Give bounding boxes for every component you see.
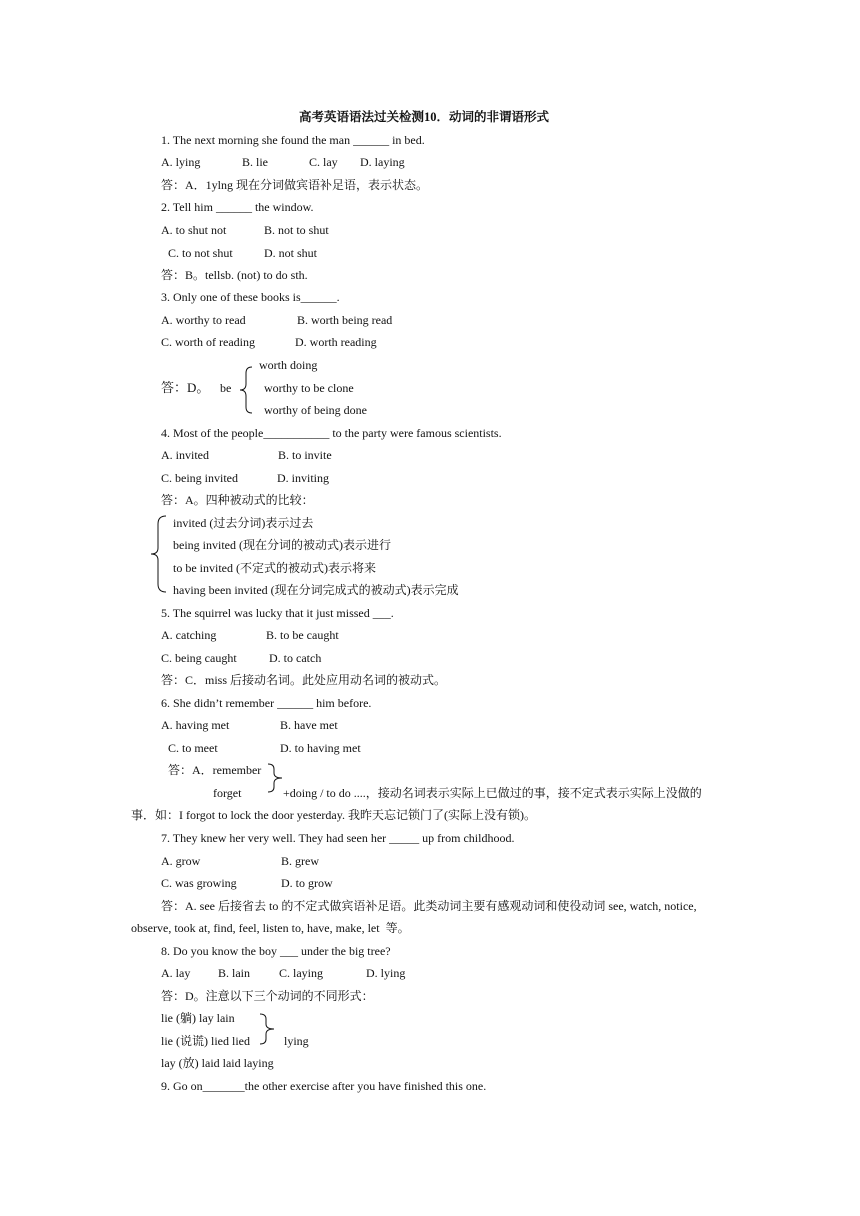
question-5-stem: 5. The squirrel was lucky that it just missed ___. bbox=[161, 606, 394, 620]
q7-option-c: C. was growing bbox=[161, 876, 237, 890]
q3-note-2: worthy to be clone bbox=[264, 381, 354, 395]
q3-note-3: worthy of being done bbox=[264, 403, 367, 417]
q6-option-c: C. to meet bbox=[168, 741, 218, 755]
q8-lying: lying bbox=[284, 1034, 309, 1048]
q7-option-d: D. to grow bbox=[281, 876, 333, 890]
q8-form-1: lie (躺) lay lain bbox=[161, 1011, 235, 1025]
question-6-stem: 6. She didn’t remember ______ him before. bbox=[161, 696, 372, 710]
q5-option-c: C. being caught bbox=[161, 651, 237, 665]
q2-option-d: D. not shut bbox=[264, 246, 318, 260]
q1-option-c: C. lay bbox=[309, 155, 338, 169]
question-2-stem: 2. Tell him ______ the window. bbox=[161, 200, 314, 214]
q3-option-d: D. worth reading bbox=[295, 335, 377, 349]
q4-brace bbox=[148, 514, 170, 594]
q3-option-b: B. worth being read bbox=[297, 313, 393, 327]
q7-answer-continued: observe, took at, find, feel, listen to, have, make, let 等。 bbox=[131, 921, 410, 935]
q2-option-b: B. not to shut bbox=[264, 223, 329, 237]
q6-rule-continued: 事．如：I forgot to lock the door yesterday. 我昨天忘记锁门了(实际上没有锁)。 bbox=[131, 808, 536, 822]
q4-option-c: C. being invited bbox=[161, 471, 238, 485]
q2-option-a: A. to shut not bbox=[161, 223, 227, 237]
q4-note-2: being invited (现在分词的被动式)表示进行 bbox=[173, 538, 391, 552]
q4-note-3: to be invited (不定式的被动式)表示将来 bbox=[173, 561, 376, 575]
q1-answer: 答：A．1ylng 现在分词做宾语补足语，表示状态。 bbox=[161, 178, 429, 192]
q4-option-b: B. to invite bbox=[278, 448, 332, 462]
question-1-stem: 1. The next morning she found the man ______ in bed. bbox=[161, 133, 425, 147]
q3-be: be bbox=[220, 381, 232, 395]
q8-answer: 答：D。注意以下三个动词的不同形式： bbox=[161, 989, 374, 1003]
q3-brace bbox=[238, 366, 256, 414]
q1-option-a: A. lying bbox=[161, 155, 201, 169]
q2-option-c: C. to not shut bbox=[168, 246, 233, 260]
q4-option-a: A. invited bbox=[161, 448, 209, 462]
q6-answer-label: 答：A．remember bbox=[168, 763, 262, 777]
page-title: 高考英语语法过关检测10．动词的非谓语形式 bbox=[299, 110, 550, 124]
q8-form-2: lie (说谎) lied lied bbox=[161, 1034, 250, 1048]
q3-answer-label: 答：D。 bbox=[161, 380, 210, 395]
q5-option-d: D. to catch bbox=[269, 651, 322, 665]
q3-option-a: A. worthy to read bbox=[161, 313, 246, 327]
q6-forget: forget bbox=[213, 786, 242, 800]
q3-note-1: worth doing bbox=[259, 358, 318, 372]
q8-option-c: C. laying bbox=[279, 966, 323, 980]
q8-option-d: D. lying bbox=[366, 966, 406, 980]
q8-brace bbox=[258, 1013, 278, 1045]
question-7-stem: 7. They knew her very well. They had seen her _____ up from childhood. bbox=[161, 831, 515, 845]
q8-form-3: lay (放) laid laid laying bbox=[161, 1056, 274, 1070]
q3-option-c: C. worth of reading bbox=[161, 335, 255, 349]
q7-option-a: A. grow bbox=[161, 854, 201, 868]
question-8-stem: 8. Do you know the boy ___ under the big tree? bbox=[161, 944, 391, 958]
q8-option-b: B. lain bbox=[218, 966, 250, 980]
q4-note-1: invited (过去分词)表示过去 bbox=[173, 516, 314, 530]
q6-option-d: D. to having met bbox=[280, 741, 361, 755]
q7-answer: 答：A. see 后接省去 to 的不定式做宾语补足语。此类动词主要有感观动词和使役动词 see, watch, notice, bbox=[161, 899, 697, 913]
q1-option-d: D. laying bbox=[360, 155, 405, 169]
q6-rule: +doing / to do ....，接动名词表示实际上已做过的事，接不定式表示实际上没做的 bbox=[283, 786, 702, 800]
question-3-stem: 3. Only one of these books is______. bbox=[161, 290, 340, 304]
q6-option-a: A. having met bbox=[161, 718, 230, 732]
q5-option-a: A. catching bbox=[161, 628, 217, 642]
q8-option-a: A. lay bbox=[161, 966, 191, 980]
q5-answer: 答：C．miss 后接动名词。此处应用动名词的被动式。 bbox=[161, 673, 447, 687]
q1-option-b: B. lie bbox=[242, 155, 268, 169]
q6-option-b: B. have met bbox=[280, 718, 338, 732]
q5-option-b: B. to be caught bbox=[266, 628, 339, 642]
q4-option-d: D. inviting bbox=[277, 471, 330, 485]
question-9-stem: 9. Go on_______the other exercise after you have finished this one. bbox=[161, 1079, 487, 1093]
question-4-stem: 4. Most of the people___________ to the party were famous scientists. bbox=[161, 426, 502, 440]
q7-option-b: B. grew bbox=[281, 854, 319, 868]
q2-answer: 答：B。tellsb. (not) to do sth. bbox=[161, 268, 308, 282]
q4-note-4: having been invited (现在分词完成式的被动式)表示完成 bbox=[173, 583, 459, 597]
q4-answer: 答：A。四种被动式的比较： bbox=[161, 493, 314, 507]
